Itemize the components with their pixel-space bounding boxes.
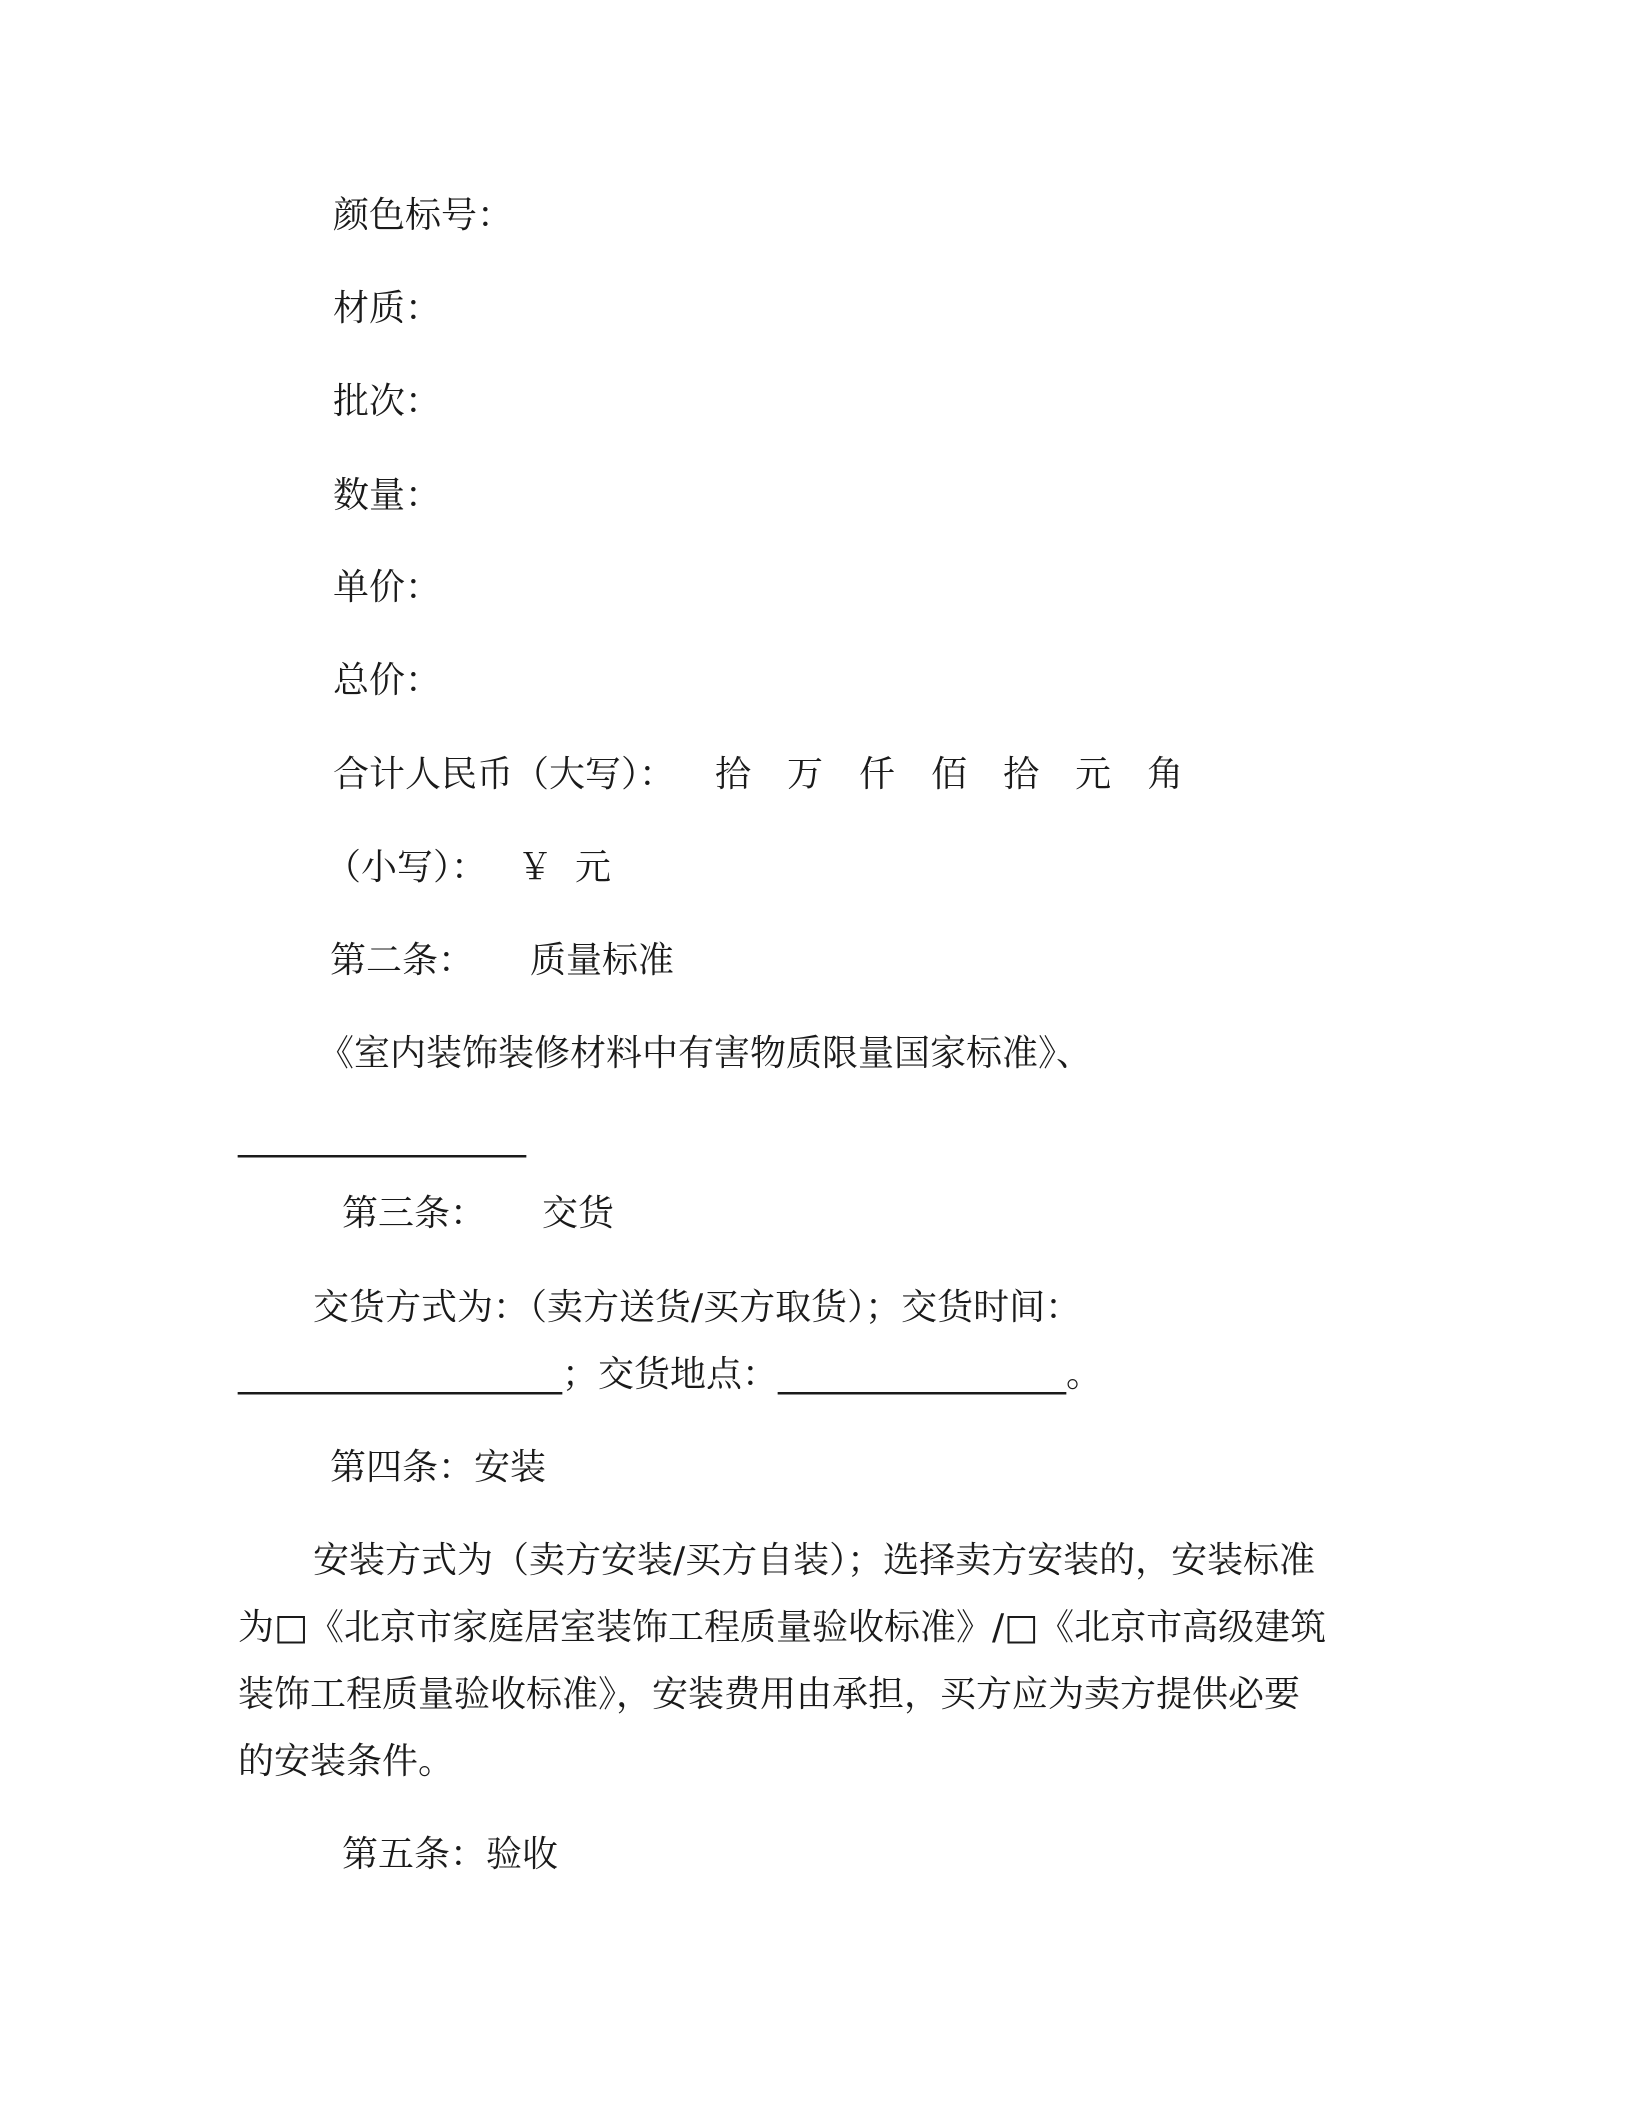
clause-title: 质量标准: [530, 940, 675, 981]
field-quantity: 数量：: [333, 475, 442, 516]
amount-unit: 元: [1075, 754, 1112, 795]
clause-number: 第二条：: [330, 940, 475, 981]
amount-unit: 万: [787, 754, 824, 795]
field-material: 材质：: [333, 288, 442, 329]
total-rmb-uppercase-row: [333, 754, 1184, 795]
clause-4-paragraph-line: 装饰工程质量验收标准》，安装费用由承担，买方应为卖方提供必要: [238, 1674, 1301, 1715]
amount-unit: 拾: [1003, 754, 1040, 795]
amount-unit: 拾: [715, 754, 752, 795]
currency-symbol: ￥: [517, 847, 554, 888]
clause-3-delivery-method: 交货方式为：（卖方送货/买方取货）；交货时间：: [313, 1287, 1082, 1328]
clause-number: 第三条：: [342, 1193, 487, 1234]
clause-3-heading: [342, 1193, 615, 1234]
field-unit-price: 单价：: [333, 567, 442, 608]
clause-4-paragraph-line: 的安装条件。: [238, 1741, 455, 1782]
small-amount-label: （小写）：: [325, 847, 488, 888]
clause-4-heading: 第四条：安装: [330, 1447, 547, 1488]
total-rmb-lowercase-row: [325, 847, 612, 888]
field-batch: 批次：: [333, 381, 442, 422]
clause-5-heading: 第五条：验收: [342, 1834, 559, 1875]
total-rmb-label: 合计人民币（大写）：: [333, 754, 676, 795]
clause-title: 交货: [542, 1193, 615, 1234]
yuan-unit: 元: [575, 847, 612, 888]
clause-4-paragraph-line: 为□《北京市家庭居室装饰工程质量验收标准》/□《北京市高级建筑: [238, 1607, 1327, 1648]
clause-3-delivery-time-place: __________________；交货地点：________________。: [238, 1354, 1103, 1395]
field-total-price: 总价：: [333, 660, 442, 701]
clause-2-blank: ________________: [238, 1117, 526, 1158]
clause-2-standard-text: 《室内装饰装修材料中有害物质限量国家标准》、: [318, 1033, 1093, 1074]
clause-4-paragraph-line: 安装方式为（卖方安装/买方自装）；选择卖方安装的，安装标准: [313, 1540, 1316, 1581]
field-color-code: 颜色标号：: [333, 195, 514, 236]
amount-unit: 角: [1147, 754, 1184, 795]
clause-2-heading: [330, 940, 675, 981]
amount-unit: 仟: [859, 754, 896, 795]
amount-unit: 佰: [931, 754, 968, 795]
